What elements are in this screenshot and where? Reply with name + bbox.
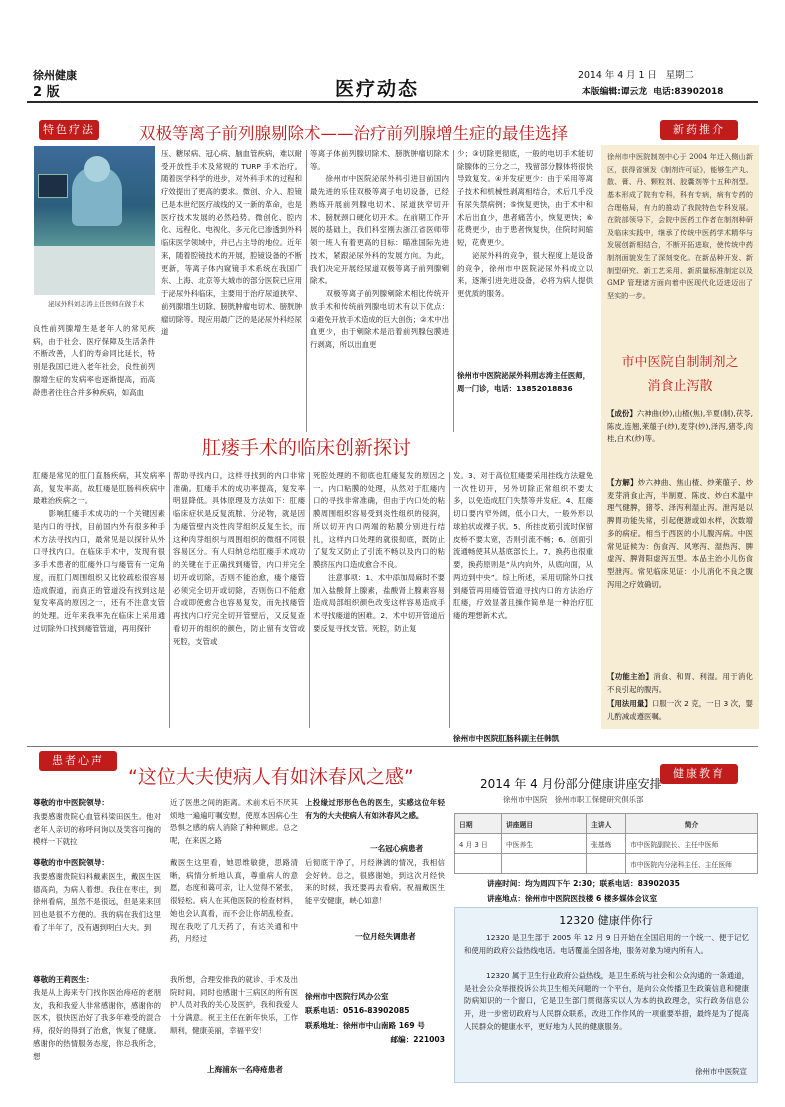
newdrug-usage	[607, 698, 753, 723]
schedule-place: 讲座地点：徐州市中医院医技楼 6 楼多媒体会议室	[487, 894, 658, 903]
schedule-header: 讲座题目	[502, 814, 587, 834]
article3-headline: “这位大夫使病人有如沐春风之感”	[128, 766, 414, 788]
article2-col4: 发。3、对于高位肛瘘要采用挂线方法避免一次性切开，另外切除正常组织不要太多，以免造成肛门失禁等并发症。4、肛瘘切口要内窄外阔，低小口大，一般外形以球拍状或裸子状。5、所挂皮筋引流时保留皮桥不要太宽，否则引流不畅；6、创面引流通畅使其从基底部长上。7、换药也很重要，换药原则是“从内向外，从底向面，从两边到中央”。综上所述，采用切除外口找到瘘管再用瘘管管道寻找内口的方法治疗肛瘘，疗效显著且操作简单是一种治疗肛瘘的理想新术式。	[453, 471, 593, 621]
tag-health-education: 健康教育	[660, 764, 738, 784]
letter1-col3: 上投缘过形形色色的医生，实感这位年轻有为的大夫使病人有如沐春风之感。	[305, 798, 445, 820]
tag-special-therapy: 特色疗法	[39, 120, 99, 140]
schedule-cell: 中医养生	[502, 834, 587, 854]
article2-col3: 死腔处理的不彻底也肛瘘复发的原因之一。内口粘膜的处理，从然对于肛瘘内口的寻找非常准确，但由于内口处的粘膜周围组织容易受到炎性组织的侵润，所以切开内口两端的粘膜分别进行结扎，这样内口处理的就很彻底，既防止了复发又防止了引流不畅以及内口的粘膜挤压内口造成愈合不良。 注意事项：1、术中添加局麻时不要加入盐酸肾上腺素，盐酸肾上腺素容易造成局部组织颜色改变这样容易造成手术寻找瘘道的困难。2、术中切开管道后要反复寻找支管。死腔，防止复	[313, 471, 445, 633]
col-divider	[306, 150, 307, 432]
article2-signature: 徐州市中医院肛肠科副主任韩凯	[453, 734, 560, 743]
box-12320-signature: 徐州市中医院宣	[695, 1067, 747, 1076]
schedule-cell: 市中医院内分泌科主任、主任医师	[626, 854, 758, 874]
article1-headline: 双极等离子前列腺剔除术——治疗前列腺增生症的最佳选择	[139, 124, 568, 143]
article2-col1: 肛瘘是常见的肛门直肠疾病，其发病率高，复发率高，故肛瘘是肛肠科疾病中最难治疾病之一。 影响肛瘘手术成功的一个关键因素是内口的寻找，目前国内外有很多种手术方法寻找内口，最常见是以探针从外口寻找内口。在临床手术中，发现有很多手术患者的肛瘘外口与瘘管有一定角度，而肛门周围组织又比较疏松很容易造成假道，而真正的管道没有找到这是复发率高的原因之一，还有不注意支管的处理。近年来我率先在临床上采用通过切除外口找到瘘管管道，再用探针	[33, 471, 165, 633]
article2-headline: 肛瘘手术的临床创新探讨	[202, 437, 412, 459]
schedule-header: 主讲人	[587, 814, 626, 834]
col-divider	[309, 472, 310, 728]
schedule-cell: 市中医院副院长、主任中医师	[626, 834, 758, 854]
analysis-text: 炒六神曲、焦山楂、炒莱菔子、炒麦芽消食止泻，半制夏、陈皮、炒白术温中理气健脾，猪苓、泽泻利湿止泻。泄泻是以脾胃功能失常，引起便溏或如水样，次数增多的病症。相当于西医的小儿腹泻病。中医常见证候为：伤食泻、风寒泻、湿热泻、脾虚泻、脾肾阳虚泻五型。本品主治小儿伤食型泄泻。常见临床见证：小儿消化不良之腹泻用之疗效确切。	[607, 478, 753, 589]
box-12320-para1: 12320 是卫生部于 2005 年 12 月 9 日开始在全国启用的一个统一、便于记忆和使用的政府公益热线电话。电话覆盖全国各地，服务对象为境内所有人。	[464, 933, 749, 955]
schedule-row	[455, 854, 758, 874]
function-text: 消食、和胃、利湿。用于消化不良引起的腹泻。	[607, 672, 753, 694]
newdrug-intro: 徐州市中医院制剂中心于 2004 年迁入侧山新区，获得省颁发《制剂许可证》，能够生产丸、散、膏、丹、颗粒剂、胶囊剂等十五种剂型。基本形成了院有专科，科有专病，病有专药的合理格局，有力的推动了我院特色专科发展。在院部领导下，会院中医药工作者在制剂种研及临床实践中，继承了传统中医药学术精华与发展创新相结合，不断开拓进取，使传统中药制剂面貌发生了深刻变化。在新品种开发、新制型研究、新工艺采用、新质量标准制定以及 GMP 管理诸方面向着中医现代化迈进迈出了坚实的一步。	[607, 152, 753, 300]
schedule-row	[455, 834, 758, 854]
newdrug-subhead-1: 市中医院自制制剂之	[621, 355, 739, 370]
weekday-text: 星期二	[665, 70, 694, 81]
surgeon-head	[84, 156, 110, 182]
schedule-cell: 张基炼	[587, 834, 626, 854]
page-number: 2 版	[33, 85, 60, 100]
date-text: 2014 年 4 月 1 日	[578, 70, 657, 81]
schedule-cell	[502, 854, 587, 874]
box-12320-para2: 12320 属于卫生行业政府公益热线，是卫生系统与社会和公众沟通的一条通道，是社会公众举报投诉公共卫生相关问题的一个平台，是向公众传播卫生政策信息和健康防病知识的一个窗口，它是卫生部门贯彻落实以人为本的执政理念，实行政务信息公开，进一步密切政府与人民群众联系，改进工作作风的一项重要举措，最终是为了提高人民群众的健康水平，更好地为人民的健康服务。	[464, 971, 749, 1031]
article1-col3: 等离子体前列腺切除术、膀胱肿瘤切除术等。 徐州市中医院泌尿外科引进目前国内最先进的乐佳双极等离子电切设备，已经熟练开展前列腺电切术、尿道狭窄切开术、膀胱颈口硬化切开术。在前期工作开展的基础上，我们科室刚去浙江省医师带领一班人有着更高的目标：瞄准国际先进技术，紧跟泌尿外科的发展方向。为此，我们决定开展经尿道双极等离子前列腺剜除术。 双极等离子前列腺剜除术相比传统开放手术和传统前列腺电切术有以下优点：①避免开放手术造成的巨大创伤；②术中出血更少，由于剜除术是沿着前列腺包膜进行剥离，所以出血更	[310, 149, 449, 350]
letter2-col2: 戴医生这里看，她思维敏捷，思路清晰，病情分析地认真，尊重病人的意愿，态度和蔼可亲，让人觉得不紧张，很轻松。病人在其他医院的检查材料，她也会认真看，而不会让你胡乱检查。现在我吃了几天药了，有达关通和中药，月经过	[170, 858, 298, 944]
ingredients-label: 【成份】	[607, 409, 637, 418]
newdrug-panel	[601, 145, 759, 729]
col-divider	[449, 472, 450, 728]
usage-text: 口服一次 2 克，一日 3 次，婴儿酌减或遵医嘱。	[607, 699, 753, 721]
letter1-title: 尊敬的市中医院领导：	[33, 798, 109, 807]
masthead-rule	[27, 101, 758, 103]
ingredients-text: 六神曲(炒),山楂(焦),半夏(制),茯苓,陈皮,连翘,莱菔子(炒),麦芽(炒),泽泻,猪苓,肉桂,白术(炒)等。	[607, 409, 753, 444]
operating-table	[34, 246, 155, 295]
schedule-organizers: 徐州市中医院 徐州市职工保健研究俱乐部	[503, 795, 644, 804]
letter1-signature: 一名冠心病患者	[370, 844, 424, 853]
article1-col2: 压、糖尿病、冠心病、脑血管疾病，难以耐受开放性手术及常规的 TURP 手术治疗。随着医学科学的进步，对外科手术的过程和疗效提出了更高的要求。微创、介入、腔镜已是本世纪医疗战线的又一新的革命，也是医疗技术发展的必然趋势。微创化、腔内化、远程化、电视化、多元化已渗透到外科临床医学领域中，并已占主导的地位。近年来，随着腔镜技术的开展，腔镜设备的不断更新，等离子体内窥镜手术系统在我国广东、上海、北京等大城市的部分医院已应用于泌尿外科临床，主要用于治疗尿道狭窄、前列腺增生切除、膀胱肿瘤电切术、膀胱肿瘤切除等。现应用最广泛的是泌尿外科经尿道	[161, 149, 302, 337]
article2-col2: 帮助寻找内口，这样寻找到的内口非常准确。肛瘘手术的成功率提高，复发率明显降低。具体原理及方法如下：肛瘘临床症状是反复流脓、分泌物，就是因为瘘管壁内炎性肉芽组织反复生长，而这种肉芽组织与周围组织的微细不同很容易区分。有人归纳总结肛瘘手术成功的关键在于正确找到瘘管，内口并完全切开或切除，否则不能治愈，瘘个瘘管必须完全切开或切除，否则伤口不能愈合或即使愈合也容易复发，而先找瘘管再找内口疗完全切开管壁后，又反复查看切开的组织的颜色，防止留有支管或死腔，支管或	[173, 471, 305, 646]
function-label: 【功能主治】	[607, 672, 654, 681]
col-divider	[169, 472, 170, 728]
schedule-time: 讲座时间：均为周四下午 2:30；联系电话：83902035	[487, 879, 680, 888]
col-divider	[453, 150, 454, 432]
masthead	[0, 0, 785, 112]
analysis-label: 【方解】	[607, 478, 638, 487]
schedule-table	[454, 813, 758, 874]
letter3-col2: 我所想，合理安排我的就诊、手术及出院时间。同时也感谢十三病区的所有医护人员对我的关心及医护，我和我爱人十分满意。祝王主任在新年快乐，工作顺利，健康美丽，幸福平安！	[170, 975, 298, 1035]
editor-line	[582, 84, 723, 97]
schedule-header: 简介	[626, 814, 758, 834]
schedule-cell	[587, 854, 626, 874]
tag-patient-voice: 患者心声	[39, 751, 117, 771]
newdrug-function	[607, 671, 753, 696]
letter2-col3: 后彻底干净了，月经淋漓的情况，我相信会好转。总之，很感谢她，到这次月经快来的时候，我还要再去看病。祝福戴医生能平安健康，峡心如意！	[305, 858, 445, 906]
contact-info	[305, 990, 445, 1048]
schedule-cell	[455, 854, 502, 874]
contact-address: 联系地址：徐州市中山南路 169 号	[305, 1020, 425, 1030]
article1-photo	[34, 146, 155, 295]
issue-date	[578, 67, 694, 81]
letter3-title: 尊敬的王莉医生：	[33, 975, 94, 984]
box-12320	[454, 907, 758, 1083]
box-12320-title: 12320 健康伴你行	[559, 914, 653, 927]
letter2-title: 尊敬的市中医院领导：	[33, 858, 109, 867]
schedule-title: 2014 年 4 月份部分健康讲座安排	[480, 777, 662, 791]
newdrug-analysis	[607, 477, 753, 592]
newdrug-ingredients	[607, 408, 753, 446]
letter3-col1: 我是从上海来专门找你医治痔疮的老朋友，我和我爱人非常感谢你，感谢你的医术，很快医治好了我多年难受的混合痔，很好的得到了治愈，恢复了健康。感谢你的热情服务态度，你总我所念，想	[33, 988, 161, 1061]
newdrug-subhead-2: 消食止泻散	[647, 379, 713, 394]
section-title: 医疗动态	[335, 78, 420, 100]
section-rule	[27, 746, 758, 747]
article1-col1: 良性前列腺增生是老年人的常见疾病，由于社会、医疗保障及生活条件不断改善，人们的寿命同比延长，特别是我国已进入老年社会，良性前列腺增生症的发病率也逐渐提高，而高龄患者往往合并多种疾病，如高血	[33, 324, 155, 397]
contact-phone: 联系电话：0516-83902085	[305, 1006, 410, 1016]
letter2-signature: 一位月经失调患者	[355, 932, 416, 941]
article1-signature: 徐州市中医院泌尿外科刑志涛主任医师，周一门诊，电话：13852018836	[457, 371, 591, 393]
schedule-header-row	[455, 814, 758, 834]
tag-new-drug: 新药推介	[660, 120, 738, 140]
letter1-col1: 我要感谢贵院心血管科梁田医生。他对老年人亲切的称呼问询以及笑容可掬的模样一下就拉	[33, 812, 161, 847]
photo-caption: 泌尿外科刘志涛主任医师在做手术	[48, 300, 144, 308]
masthead-logo: 徐州健康	[33, 69, 77, 82]
monitor-screen	[38, 174, 68, 198]
editor-name: 本版编辑:谭云龙	[582, 87, 648, 97]
contact-post: 邮编：221003	[390, 1035, 445, 1045]
letter1-col2: 近了医患之间的距离。术前术后不厌其烦地一遍遍叮嘱安慰，使原本因病心生恐惧之感的病人消除了种种顾虑。总之呢，在来医之路	[170, 798, 298, 846]
usage-label: 【用法用量】	[607, 699, 652, 708]
schedule-header: 日期	[455, 814, 502, 834]
letter3-signature: 上海浦东一名痔疮患者	[207, 1065, 283, 1074]
schedule-cell: 4 月 3 日	[455, 834, 502, 854]
letter2-col1: 我要感谢贵院妇科戴素医生，戴医生医德高尚，为病人着想。我住在枣庄，到徐州看病，虽然不是很远，但是来来回回也是很不方便的。我的病在我们这里看了半年了，没有遇到明白大夫。到	[33, 872, 161, 932]
article1-col4: 少；③切除更彻底，一般的电切手术能切除腺体的三分之二，残留部分腺体将很快导致复发。④并发症更少：由于采用等离子技术和机械性剥离相结合，术后几乎没有尿失禁病例；⑤恢复更快，由于术中和术后出血少，患者痛苦小，恢复更快；⑥花费更少，由于患者恢复快，住院时间缩短，花费更少。 泌尿外科的竞争，很大程度上是设备的竞争，徐州市中医院泌尿外科成立以来，逐渐引进先进设备，必将为病人提供更优质的服务。	[457, 149, 593, 299]
editor-phone: 电话:83902018	[653, 87, 724, 97]
contact-unit: 徐州市中医院行风办公室	[305, 992, 389, 1001]
